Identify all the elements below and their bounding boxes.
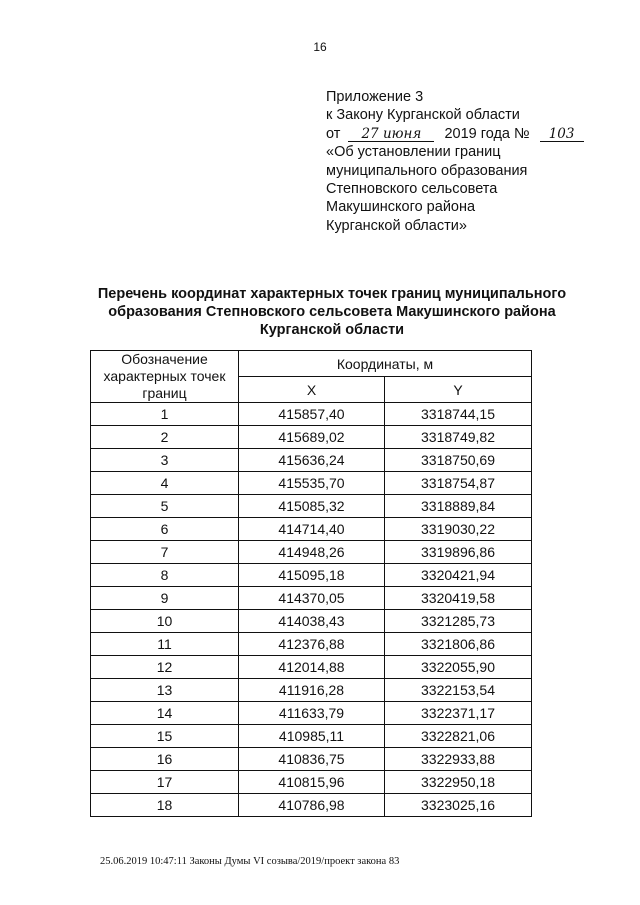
x-coordinate-cell: 412376,88 [239, 633, 385, 656]
point-number-cell: 14 [91, 702, 239, 725]
point-number-cell: 7 [91, 541, 239, 564]
year-text: 2019 года № [444, 125, 530, 142]
y-coordinate-cell: 3323025,16 [385, 794, 532, 817]
point-number-cell: 6 [91, 518, 239, 541]
x-coordinate-cell: 415636,24 [239, 449, 385, 472]
appendix-law-title-2: муниципального образования [326, 162, 528, 179]
y-coordinate-cell: 3322153,54 [385, 679, 532, 702]
x-coordinate-cell: 410815,96 [239, 771, 385, 794]
y-coordinate-cell: 3318749,82 [385, 426, 532, 449]
point-number-cell: 13 [91, 679, 239, 702]
y-coordinate-cell: 3318754,87 [385, 472, 532, 495]
header-point-line-1: Обозначение [121, 351, 208, 367]
document-title-line-2: образования Степновского сельсовета Макушинского района [108, 304, 556, 320]
x-coordinate-cell: 415085,32 [239, 495, 385, 518]
y-coordinate-cell: 3321806,86 [385, 633, 532, 656]
table-row [91, 541, 532, 564]
y-coordinate-cell: 3322950,18 [385, 771, 532, 794]
table-row [91, 702, 532, 725]
appendix-block [326, 88, 584, 235]
x-coordinate-cell: 412014,88 [239, 656, 385, 679]
appendix-law-title-5: Курганской области» [326, 217, 467, 234]
point-number-cell: 8 [91, 564, 239, 587]
table-row [91, 725, 532, 748]
table-row [91, 564, 532, 587]
coordinates-table-body [91, 403, 532, 817]
point-number-cell: 5 [91, 495, 239, 518]
header-y: Y [385, 377, 532, 403]
document-title-line-3: Курганской области [259, 322, 405, 338]
y-coordinate-cell: 3322055,90 [385, 656, 532, 679]
x-coordinate-cell: 410836,75 [239, 748, 385, 771]
header-point-designation [91, 351, 239, 403]
point-number-cell: 2 [91, 426, 239, 449]
table-row [91, 748, 532, 771]
table-row [91, 426, 532, 449]
header-point-line-2: характерных точек [103, 368, 226, 384]
table-row [91, 771, 532, 794]
point-number-cell: 17 [91, 771, 239, 794]
appendix-law-title-4: Макушинского района [326, 199, 476, 216]
y-coordinate-cell: 3318889,84 [385, 495, 532, 518]
appendix-law-title-3: Степновского сельсовета [326, 181, 498, 198]
header-x: X [239, 377, 385, 403]
y-coordinate-cell: 3322933,88 [385, 748, 532, 771]
x-coordinate-cell: 411916,28 [239, 679, 385, 702]
table-row [91, 679, 532, 702]
point-number-cell: 9 [91, 587, 239, 610]
y-coordinate-cell: 3319896,86 [385, 541, 532, 564]
y-coordinate-cell: 3320419,58 [385, 587, 532, 610]
x-coordinate-cell: 414038,43 [239, 610, 385, 633]
y-coordinate-cell: 3318744,15 [385, 403, 532, 426]
x-coordinate-cell: 415095,18 [239, 564, 385, 587]
footer-stamp: 25.06.2019 10:47:11 Законы Думы VI созыва/2019/проект закона 83 [100, 856, 400, 867]
header-point-line-3: границ [142, 385, 187, 401]
table-row [91, 794, 532, 817]
y-coordinate-cell: 3322821,06 [385, 725, 532, 748]
handwritten-law-number: 103 [540, 127, 584, 142]
document-title [80, 285, 584, 339]
handwritten-date: 27 июня [348, 127, 434, 142]
appendix-title: Приложение 3 [326, 89, 424, 105]
appendix-law-ref: к Закону Курганской области [326, 107, 520, 124]
table-row [91, 633, 532, 656]
point-number-cell: 3 [91, 449, 239, 472]
x-coordinate-cell: 415689,02 [239, 426, 385, 449]
x-coordinate-cell: 410985,11 [239, 725, 385, 748]
x-coordinate-cell: 415535,70 [239, 472, 385, 495]
y-coordinate-cell: 3319030,22 [385, 518, 532, 541]
x-coordinate-cell: 411633,79 [239, 702, 385, 725]
table-row [91, 610, 532, 633]
y-coordinate-cell: 3321285,73 [385, 610, 532, 633]
point-number-cell: 1 [91, 403, 239, 426]
x-coordinate-cell: 414714,40 [239, 518, 385, 541]
point-number-cell: 11 [91, 633, 239, 656]
header-coordinates: Координаты, м [239, 351, 532, 377]
table-row [91, 472, 532, 495]
table-row [91, 495, 532, 518]
date-prefix: от [326, 125, 341, 142]
x-coordinate-cell: 414370,05 [239, 587, 385, 610]
table-row [91, 449, 532, 472]
point-number-cell: 15 [91, 725, 239, 748]
x-coordinate-cell: 415857,40 [239, 403, 385, 426]
table-row [91, 518, 532, 541]
appendix-law-title-1: «Об установлении границ [326, 144, 501, 161]
x-coordinate-cell: 410786,98 [239, 794, 385, 817]
x-coordinate-cell: 414948,26 [239, 541, 385, 564]
page-number: 16 [313, 40, 327, 54]
y-coordinate-cell: 3318750,69 [385, 449, 532, 472]
point-number-cell: 4 [91, 472, 239, 495]
appendix-date-line [326, 125, 584, 143]
table-row [91, 403, 532, 426]
point-number-cell: 16 [91, 748, 239, 771]
table-row [91, 656, 532, 679]
document-title-line-1: Перечень координат характерных точек границ муниципального [97, 286, 567, 302]
y-coordinate-cell: 3320421,94 [385, 564, 532, 587]
point-number-cell: 10 [91, 610, 239, 633]
point-number-cell: 12 [91, 656, 239, 679]
y-coordinate-cell: 3322371,17 [385, 702, 532, 725]
point-number-cell: 18 [91, 794, 239, 817]
table-row [91, 587, 532, 610]
coordinates-table [90, 350, 532, 817]
